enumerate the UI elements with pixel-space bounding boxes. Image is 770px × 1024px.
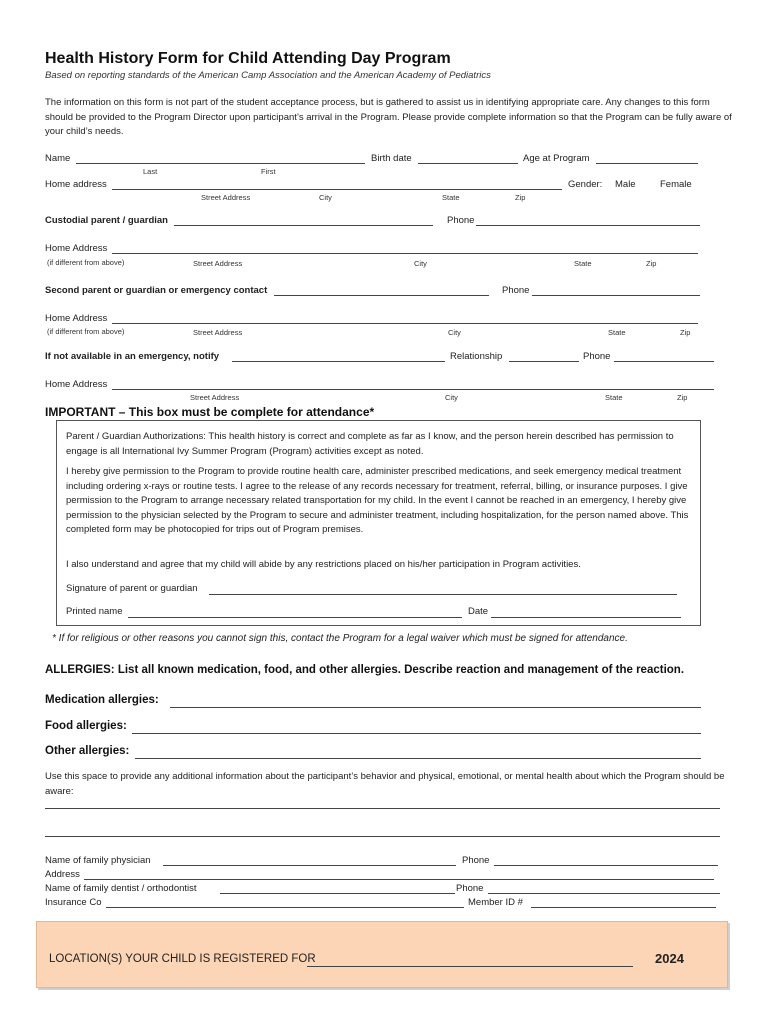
second-state-hint: State [608,328,626,337]
relationship-field[interactable] [509,361,579,362]
custodial-state-hint: State [574,259,592,268]
address-field[interactable] [84,879,714,880]
second-home-field[interactable] [112,323,698,324]
second-parent-field[interactable] [274,295,489,296]
physician-label: Name of family physician [45,855,151,866]
custodial-street-hint: Street Address [193,259,243,268]
zip-hint: Zip [515,193,526,202]
address-label: Address [45,869,80,880]
city-hint: City [319,193,332,202]
dentist-field[interactable] [220,893,455,894]
notify-label: If not available in an emergency, notify [45,351,220,362]
second-home-label: Home Address [45,313,108,324]
custodial-phone-label: Phone [447,215,475,226]
signature-field[interactable] [209,594,677,595]
physician-field[interactable] [163,865,456,866]
additional-info-line-2[interactable] [45,836,720,837]
important-heading: IMPORTANT – This box must be complete for attendance* [45,405,375,419]
other-allergies-label: Other allergies: [45,745,130,757]
printed-name-label: Printed name [66,606,123,617]
age-field[interactable] [596,163,698,164]
form-title: Health History Form for Child Attending Day Program [45,50,451,67]
notify-zip-hint: Zip [677,393,688,402]
date-label: Date [468,606,489,617]
authorization-paragraph-3: I also understand and agree that my child will abide by any restrictions placed on his/her participation in Program activities. [66,559,581,570]
custodial-parent-label: Custodial parent / guardian [45,215,168,226]
member-id-label: Member ID # [468,897,523,908]
name-field[interactable] [76,163,365,164]
custodial-city-hint: City [414,259,427,268]
street-hint: Street Address [201,193,251,202]
dentist-phone-field[interactable] [488,893,720,894]
gender-label: Gender: [568,179,603,190]
home-address-field[interactable] [112,189,562,190]
intro-paragraph: The information on this form is not part of the student acceptance process, but is gathered to assist us in identifying appropriate care. Any changes to this form should be provided to the Program Director upon participant’s arrival in the Program. Please provide complete information so that the Program can be fully aware of your child’s needs. [45,97,732,137]
authorization-paragraph-2: I hereby give permission to the Program to provide routine health care, administer prescribed medications, and seek emergency medical treatment including ordering x-rays or routine tests. I agree to the release of any records necessary for treatment, referral, billing, or insurance purposes. I give permission to the Program to arrange necessary related transportation for my child. In the event I cannot be reached in an emergency, I hereby give permission to the physician selected by the Program to secure and administer treatment, including hospitalization, for the person named above. This completed form may be photocopied for trips out of Program premises. [66,466,689,535]
dentist-label: Name of family dentist / orthodontist [45,883,197,894]
medication-allergies-label: Medication allergies: [45,694,159,706]
additional-info-prompt: Use this space to provide any additional information about the participant’s behavior and physical, emotional, or mental health about which the Program should be aware: [45,771,725,797]
waiver-note: * If for religious or other reasons you cannot sign this, contact the Program for a legal waiver which must be signed for attendance. [52,633,628,644]
custodial-diff-hint: (if different from above) [47,258,125,267]
birth-date-label: Birth date [371,153,412,164]
registration-location-field[interactable] [307,966,633,967]
physician-phone-label: Phone [462,855,490,866]
second-phone-field[interactable] [532,295,700,296]
registration-box [36,921,728,988]
printed-name-field[interactable] [128,617,462,618]
insurance-label: Insurance Co [45,897,102,908]
last-hint: Last [143,167,158,176]
additional-info-line-1[interactable] [45,808,720,809]
physician-phone-field[interactable] [494,865,718,866]
medication-allergies-field[interactable] [170,707,701,708]
custodial-home-label: Home Address [45,243,108,254]
notify-state-hint: State [605,393,623,402]
notify-phone-field[interactable] [614,361,714,362]
insurance-field[interactable] [106,907,464,908]
second-city-hint: City [448,328,461,337]
notify-city-hint: City [445,393,458,402]
second-phone-label: Phone [502,285,530,296]
gender-female-option[interactable]: Female [660,179,692,190]
home-address-label: Home address [45,179,107,190]
name-label: Name [45,153,71,164]
allergies-heading: ALLERGIES: List all known medication, food, and other allergies. Describe reaction and management of the reaction. [45,664,685,676]
registration-year: 2024 [655,951,684,966]
date-field[interactable] [491,617,681,618]
registration-label: LOCATION(S) YOUR CHILD IS REGISTERED FOR [49,953,316,965]
custodial-home-field[interactable] [112,253,698,254]
notify-field[interactable] [232,361,445,362]
relationship-label: Relationship [450,351,503,362]
authorization-paragraph-1: Parent / Guardian Authorizations: This health history is correct and complete as far as I know, and the person herein described has permission to engage is all International Ivy Summer Program (Program) activities except as noted. [66,431,674,457]
second-diff-hint: (if different from above) [47,327,125,336]
signature-label: Signature of parent or guardian [66,583,198,594]
second-parent-label: Second parent or guardian or emergency contact [45,285,268,296]
notify-home-field[interactable] [112,389,714,390]
form-subtitle: Based on reporting standards of the American Camp Association and the American Academy of Pediatrics [45,70,491,81]
birth-date-field[interactable] [418,163,518,164]
notify-street-hint: Street Address [190,393,240,402]
other-allergies-field[interactable] [135,758,701,759]
first-hint: First [261,167,276,176]
notify-phone-label: Phone [583,351,611,362]
notify-home-label: Home Address [45,379,108,390]
food-allergies-label: Food allergies: [45,720,127,732]
member-id-field[interactable] [531,907,716,908]
second-zip-hint: Zip [680,328,691,337]
authorization-box [56,420,701,626]
custodial-phone-field[interactable] [476,225,700,226]
custodial-parent-field[interactable] [174,225,433,226]
custodial-zip-hint: Zip [646,259,657,268]
state-hint: State [442,193,460,202]
food-allergies-field[interactable] [132,733,701,734]
age-label: Age at Program [523,153,590,164]
dentist-phone-label: Phone [456,883,484,894]
second-street-hint: Street Address [193,328,243,337]
gender-male-option[interactable]: Male [615,179,636,190]
